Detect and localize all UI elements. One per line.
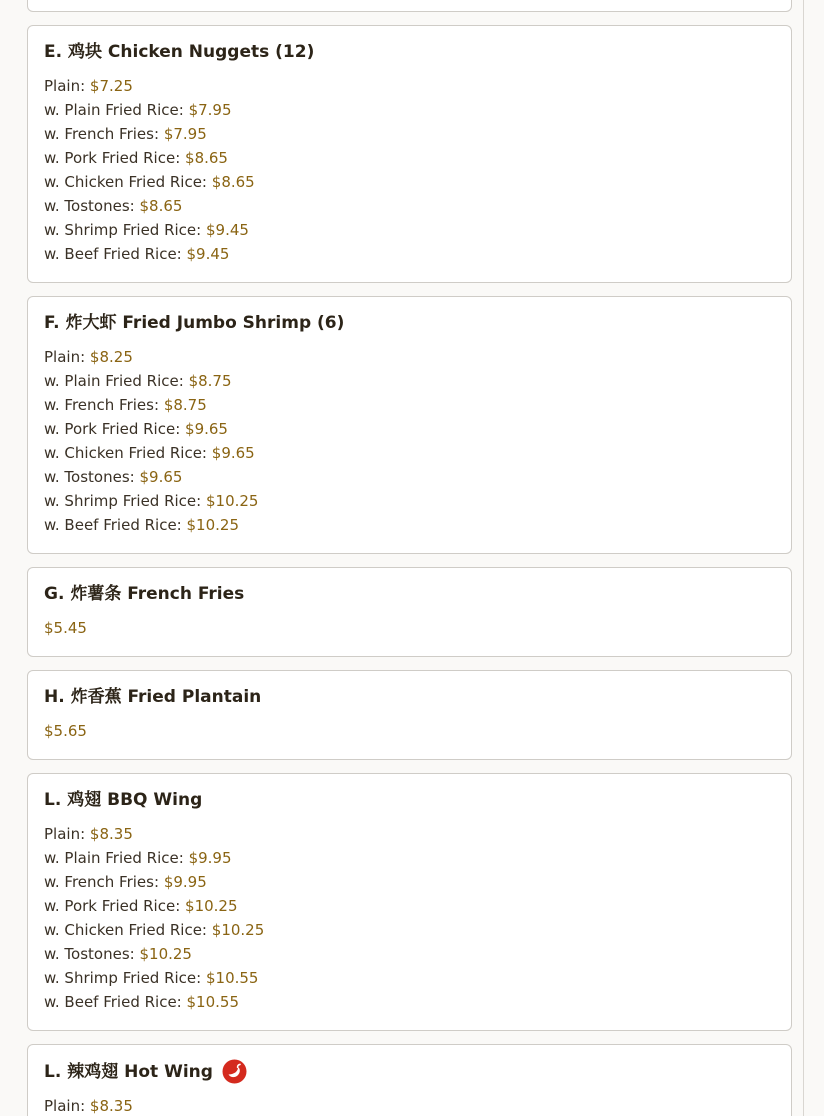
price-value: $10.25	[211, 921, 265, 939]
price-option-label: w. Tostones:	[44, 945, 135, 963]
menu-item-card[interactable]	[27, 25, 792, 283]
price-row	[44, 846, 775, 870]
price-option-label: w. Shrimp Fried Rice:	[44, 221, 202, 239]
price-row	[44, 170, 775, 194]
price-list	[44, 1094, 775, 1116]
price-value: $9.65	[211, 444, 255, 462]
price-option-label: w. French Fries:	[44, 125, 160, 143]
menu-item-title-row	[44, 1059, 775, 1084]
price-option-label: w. Shrimp Fried Rice:	[44, 492, 202, 510]
price-option-label: w. Chicken Fried Rice:	[44, 921, 207, 939]
price-option-label: Plain:	[44, 1097, 86, 1115]
menu-item-title: H. 炸香蕉 Fried Plantain	[44, 687, 262, 707]
price-option-label: Plain:	[44, 825, 86, 843]
menu-item-card[interactable]	[27, 1044, 792, 1116]
price-list	[44, 74, 775, 266]
price-row	[44, 194, 775, 218]
price-option-label: w. Beef Fried Rice:	[44, 245, 182, 263]
price-row	[44, 441, 775, 465]
price-option-label: w. Plain Fried Rice:	[44, 101, 184, 119]
price-row	[44, 98, 775, 122]
price-value: $10.25	[205, 492, 259, 510]
price-option-label: w. Beef Fried Rice:	[44, 516, 182, 534]
price-option-label: w. Plain Fried Rice:	[44, 849, 184, 867]
price-option-label: w. Pork Fried Rice:	[44, 149, 181, 167]
price-value: $9.95	[163, 873, 207, 891]
price-value: $7.95	[188, 101, 232, 119]
price-row	[44, 218, 775, 242]
price-value: $10.55	[205, 969, 259, 987]
price-row	[44, 74, 775, 98]
price-row	[44, 918, 775, 942]
menu-item-title: L. 辣鸡翅 Hot Wing	[44, 1061, 213, 1082]
chili-pepper-icon	[222, 1059, 247, 1084]
price-row	[44, 369, 775, 393]
price-row	[44, 1094, 775, 1116]
price-option-label: w. Plain Fried Rice:	[44, 372, 184, 390]
price-value: $8.75	[163, 396, 207, 414]
price-list	[44, 822, 775, 1014]
price-option-label: w. Pork Fried Rice:	[44, 897, 181, 915]
menu-item-card[interactable]	[27, 296, 792, 554]
price-row	[44, 966, 775, 990]
price-option-label: w. Chicken Fried Rice:	[44, 173, 207, 191]
menu-item-card[interactable]	[27, 567, 792, 657]
price-row	[44, 489, 775, 513]
price-value: $5.65	[44, 722, 87, 740]
menu-item-card-previous[interactable]	[27, 0, 792, 12]
menu-item-title: G. 炸薯条 French Fries	[44, 584, 245, 604]
price-option-label: w. Beef Fried Rice:	[44, 993, 182, 1011]
price-row	[44, 513, 775, 537]
price-row	[44, 870, 775, 894]
price-row	[44, 417, 775, 441]
price-row	[44, 393, 775, 417]
price-value: $10.55	[186, 993, 240, 1011]
price-value: $7.25	[89, 77, 133, 95]
price-value: $8.35	[89, 825, 133, 843]
price-value: $10.25	[186, 516, 240, 534]
price-option-label: w. French Fries:	[44, 873, 160, 891]
price-value: $8.35	[89, 1097, 133, 1115]
price-row	[44, 990, 775, 1014]
price-value: $7.95	[163, 125, 207, 143]
price-row	[44, 242, 775, 266]
menu-item-card[interactable]	[27, 773, 792, 1031]
price-row	[44, 146, 775, 170]
price-value: $8.25	[89, 348, 133, 366]
price-row	[44, 465, 775, 489]
price-option-label: Plain:	[44, 348, 86, 366]
price-value: $8.65	[139, 197, 183, 215]
price-row	[44, 345, 775, 369]
price-option-label: w. Pork Fried Rice:	[44, 420, 181, 438]
price-value: $9.65	[185, 420, 228, 438]
menu-item-title: L. 鸡翅 BBQ Wing	[44, 790, 203, 810]
price-value: $9.65	[139, 468, 183, 486]
price-option-label: w. French Fries:	[44, 396, 160, 414]
price-option-label: w. Tostones:	[44, 197, 135, 215]
menu-item-list	[27, 0, 792, 1116]
price-value: $10.25	[185, 897, 238, 915]
price-value: $8.65	[211, 173, 255, 191]
price-row	[44, 122, 775, 146]
menu-item-card[interactable]	[27, 670, 792, 760]
price-row	[44, 942, 775, 966]
menu-item-title: E. 鸡块 Chicken Nuggets (12)	[44, 42, 315, 62]
price-option-label: w. Chicken Fried Rice:	[44, 444, 207, 462]
price-option-label: w. Shrimp Fried Rice:	[44, 969, 202, 987]
price-value: $10.25	[139, 945, 192, 963]
price-value: $9.45	[205, 221, 249, 239]
price-option-label: Plain:	[44, 77, 86, 95]
price-value: $9.45	[186, 245, 230, 263]
price-row	[44, 822, 775, 846]
price-value: $8.75	[188, 372, 232, 390]
price-value: $5.45	[44, 619, 87, 637]
price-row	[44, 894, 775, 918]
price-value: $9.95	[188, 849, 232, 867]
menu-item-title: F. 炸大虾 Fried Jumbo Shrimp (6)	[44, 313, 345, 333]
price-value: $8.65	[185, 149, 228, 167]
price-option-label: w. Tostones:	[44, 468, 135, 486]
price-list	[44, 345, 775, 537]
